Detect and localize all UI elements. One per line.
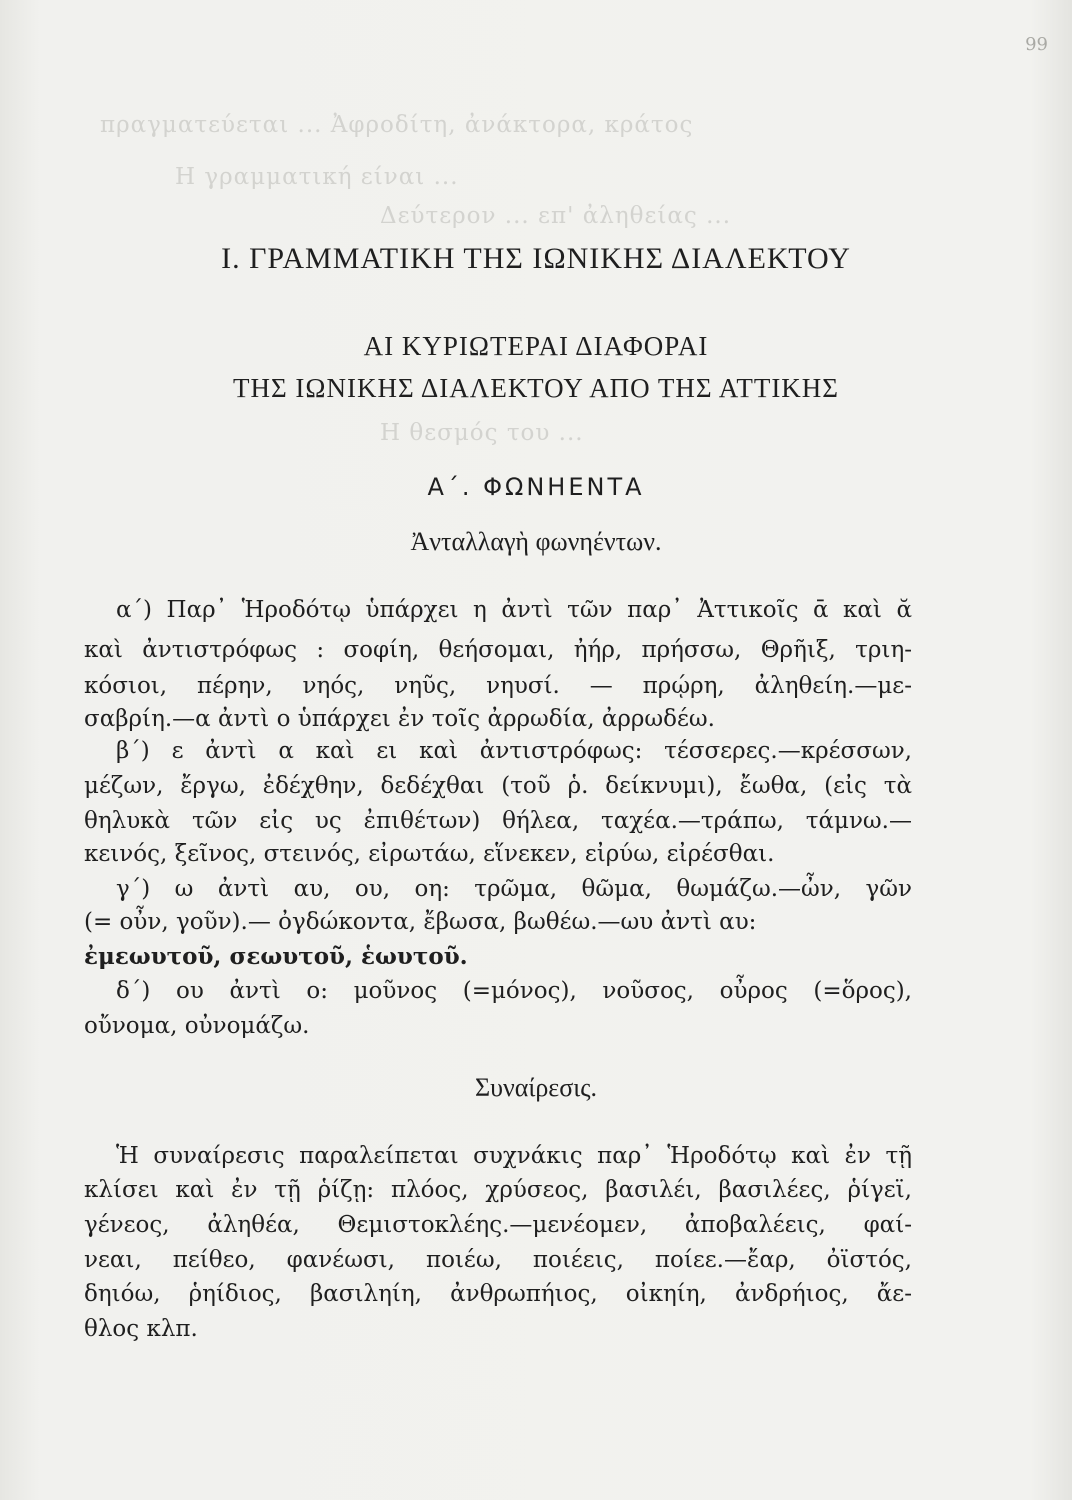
text-line: α΄) Παρ᾽ Ἡροδότῳ ὑπάρχει η ἀντὶ τῶν παρ᾽ Ἀττικοῖς ᾱ καὶ ᾰ [116, 597, 912, 623]
text-line: γένεος, ἀληθέα, Θεμιστοκλέης.—μενέομεν, ἀποβαλέεις, φαί- [84, 1212, 912, 1238]
text-line: θηλυκὰ τῶν εἰς υς ἐπιθέτων) θήλεα, ταχέα.—τράπω, τάμνω.— [84, 808, 912, 834]
bleed-through-text: Δεύτερον ... επ' ἀληθείας ... [380, 203, 732, 229]
text-line: κόσιοι, πέρην, νηός, νηῦς, νηυσί. — πρῴρη, ἀληθείη.—με- [84, 673, 912, 699]
chapter-title: I. ΓΡΑΜΜΑΤΙΚΗ ΤΗΣ ΙΩΝΙΚΗΣ ΔΙΑΛΕΚΤΟΥ [221, 242, 851, 275]
text-line: κλίσει καὶ ἐν τῇ ῥίζῃ: πλόος, χρύσεος, βασιλέι, βασιλέες, ῥίγεϊ, [84, 1177, 912, 1203]
bleed-through-text: πραγματεύεται ... Ἀφροδίτη, ἀνάκτορα, κράτος [100, 112, 694, 138]
subsection-subheading: Ἀνταλλαγὴ φωνηέντων. [410, 527, 662, 556]
text-line: Ἡ συναίρεσις παραλείπεται συχνάκις παρ᾽ Ἡροδότῳ καὶ ἐν τῇ [116, 1143, 912, 1169]
text-line: νεαι, πείθεο, φανέωσι, ποιέω, ποιέεις, ποίεε.—ἔαρ, ὀϊστός, [84, 1247, 912, 1273]
bleed-through-text: Η θεσμός του ... [380, 420, 584, 446]
section-title-continued: ΤΗΣ ΙΩΝΙΚΗΣ ΔΙΑΛΕΚΤΟΥ ΑΠΟ ΤΗΣ ΑΤΤΙΚΗΣ [232, 373, 840, 403]
text-line: γ΄) ω ἀντὶ αυ, ου, οη: τρῶμα, θῶμα, θωμάζω.—ὦν, γῶν [116, 876, 912, 902]
text-line: (= οὖν, γοῦν).— ὀγδώκοντα, ἔβωσα, βωθέω.—ωυ ἀντὶ αυ: [84, 909, 757, 935]
text-line: δηιόω, ῥηίδιος, βασιληίη, ἀνθρωπήιος, οἰκηίη, ἀνδρήιος, ἄε- [84, 1281, 912, 1307]
page-number: 99 [1025, 34, 1048, 55]
section-title: ΑΙ ΚΥΡΙΩΤΕΡΑΙ ΔΙΑΦΟΡΑΙ [363, 331, 709, 361]
subsection-subheading: Συναίρεσις. [474, 1073, 598, 1102]
text-line: ἐμεωυτοῦ, σεωυτοῦ, ἑωυτοῦ. [84, 943, 468, 970]
text-line: κεινός, ξεῖνος, στεινός, εἰρωτάω, εἵνεκεν, εἰρύω, εἰρέσθαι. [84, 841, 775, 867]
bleed-through-text: Η γραμματική είναι ... [175, 164, 459, 190]
text-line: δ΄) ου ἀντὶ ο: μοῦνος (=μόνος), νοῦσος, οὖρος (=ὅρος), [116, 978, 912, 1004]
text-line: θλος κλπ. [84, 1316, 198, 1342]
text-line: μέζων, ἔργω, ἐδέχθην, δεδέχθαι (τοῦ ῥ. δείκνυμι), ἔωθα, (εἰς τὰ [84, 773, 912, 799]
text-line: β΄) ε ἀντὶ α καὶ ει καὶ ἀντιστρόφως: τέσσερες.—κρέσσων, [116, 738, 912, 764]
text-line: οὔνομα, οὐνομάζω. [84, 1013, 310, 1039]
subsection-heading: Α΄. ΦΩΝΗΕΝΤΑ [427, 473, 645, 501]
text-line: καὶ ἀντιστρόφως : σοφίη, θεήσομαι, ἠήρ, πρήσσω, Θρῆιξ, τριη- [84, 637, 912, 663]
text-line: σαβρίη.—α ἀντὶ ο ὑπάρχει ἐν τοῖς ἀρρωδία, ἀρρωδέω. [84, 706, 715, 732]
